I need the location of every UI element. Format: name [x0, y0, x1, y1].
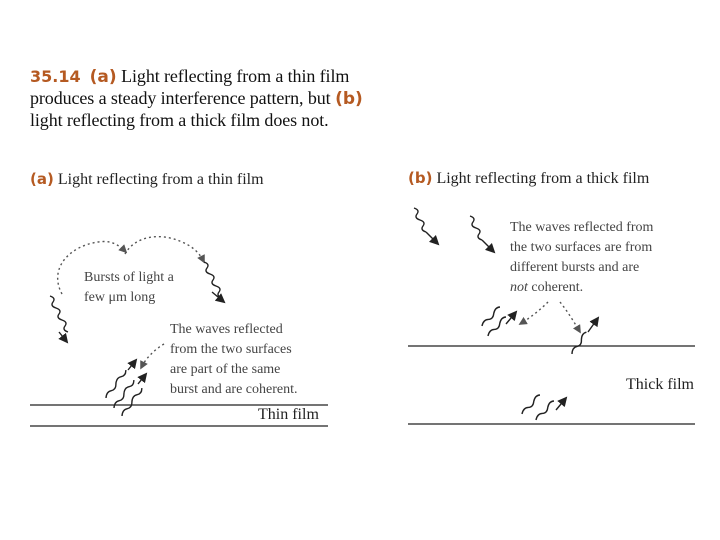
not-word: not [510, 280, 528, 295]
reflected-arrow-right [588, 318, 598, 332]
panel-a-title-text: Light reflecting from a thin film [57, 171, 264, 188]
burst-arrow-lower-left [59, 332, 67, 342]
thick-waves-note-line-3: different bursts and are [510, 260, 640, 275]
thick-film-label: Thick film [626, 376, 694, 393]
reflected-arrow-thin-1 [128, 360, 136, 370]
reflected-arrow-top [506, 312, 516, 324]
reflected-wave-bottom-2 [533, 400, 556, 420]
not-coherent-pointer-right [560, 302, 580, 332]
incoming-burst-1 [414, 208, 426, 232]
reflected-wave-thin-2 [111, 380, 137, 408]
reflected-wave-thin-3 [119, 388, 145, 416]
panel-a-label: (a) [30, 170, 54, 188]
burst-path-arc-right [125, 237, 204, 262]
caption-text-a: Light reflecting from a thin film produces a steady interference pattern, but [30, 66, 350, 108]
thin-film-waves-note [170, 320, 335, 400]
incoming-arrow-1 [426, 232, 438, 244]
thick-waves-note-line-1: The waves reflected from [510, 220, 654, 235]
caption-label-a: (a) [89, 67, 117, 87]
caption-label-b: (b) [335, 89, 363, 109]
thin-waves-note-line-2: from the two surfaces [170, 342, 292, 357]
not-coherent-pointer-left [520, 302, 548, 324]
thin-waves-note-line-4: burst and are coherent. [170, 382, 298, 397]
reflected-wave-right [569, 331, 589, 354]
bursts-note-line-1: Bursts of light a [84, 270, 174, 285]
bursts-note [84, 268, 204, 308]
panel-b-title-text: Light reflecting from a thick film [436, 170, 650, 187]
thin-film-label: Thin film [258, 406, 319, 423]
reflected-arrow-thin-2 [138, 374, 146, 384]
reflected-wave-bottom-1 [519, 394, 542, 414]
figure-number: 35.14 [30, 67, 81, 86]
thin-waves-note-line-1: The waves reflected [170, 322, 283, 337]
thick-film-waves-note [510, 218, 710, 298]
panel-b-label: (b) [408, 169, 433, 187]
coherent-word: coherent. [527, 280, 584, 295]
reflected-arrow-bottom [556, 398, 566, 410]
thick-waves-note-line-2: the two surfaces are from [510, 240, 653, 255]
reflected-wave-top-1 [479, 306, 502, 326]
bursts-note-line-2: few μm long [84, 290, 156, 305]
thick-waves-note-line-4 [510, 278, 710, 298]
reflected-wave-thin-1 [103, 370, 129, 398]
thin-waves-note-line-3: are part of the same [170, 362, 281, 377]
incoming-burst-2 [470, 216, 482, 240]
caption-text-b: light reflecting from a thick film does not. [30, 110, 329, 130]
coherent-pointer [141, 344, 164, 368]
incoming-arrow-2 [482, 240, 494, 252]
burst-wave-lower-left [50, 296, 68, 332]
